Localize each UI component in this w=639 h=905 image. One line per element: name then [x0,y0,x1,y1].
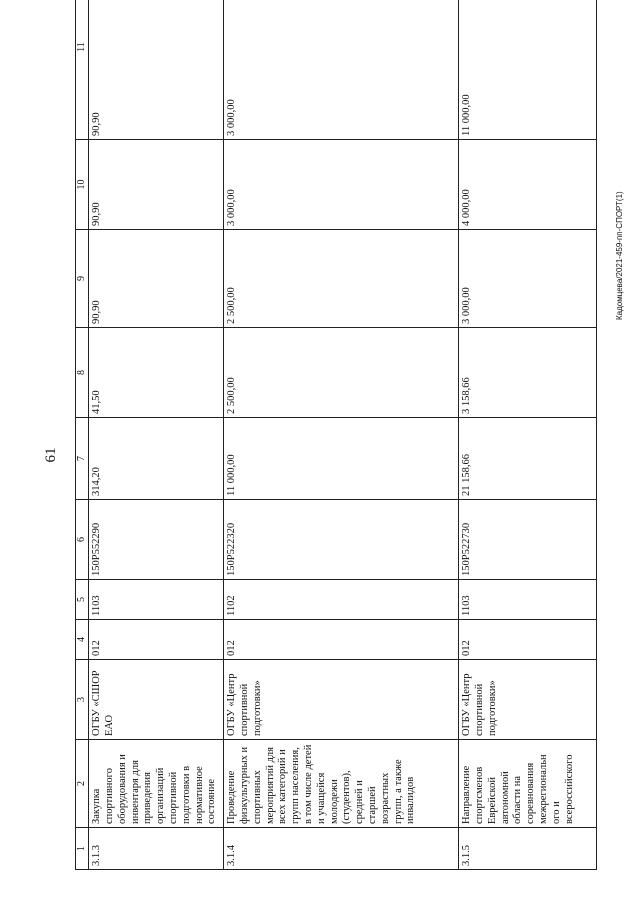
cell-col9: 90,90 [89,230,224,328]
cell-total: 21 158,66 [459,418,597,500]
header-col-3: 3 [76,660,89,740]
budget-table [75,0,597,870]
cell-col8: 2 500,00 [224,328,459,418]
header-col-11: 11 [76,0,89,140]
cell-code: 150P522320 [224,500,459,580]
header-col-7: 7 [76,418,89,500]
header-col-8: 8 [76,328,89,418]
cell-col4: 012 [224,620,459,660]
cell-executor: ОГБУ «Центр спортивной подготовки» [459,660,597,740]
cell-number: 3.1.4 [224,828,459,870]
cell-col5: 1103 [89,580,224,620]
cell-description: Закупка спортивного оборудования и инвентаря для приведения организаций спортивной подготовки в нормативное состояние [89,740,224,828]
table-row [89,0,224,870]
header-col-1: 1 [76,828,89,870]
cell-executor: ОГБУ «СШОР ЕАО [89,660,224,740]
cell-code: 150P552290 [89,500,224,580]
table-row [224,0,459,870]
cell-total: 314,20 [89,418,224,500]
document-id: Кадомцева/2021-459-пп-СПОРТ(1) [615,191,624,320]
cell-col5: 1103 [459,580,597,620]
cell-executor: ОГБУ «Центр спортивной подготовки» [224,660,459,740]
header-col-2: 2 [76,740,89,828]
cell-col9: 2 500,00 [224,230,459,328]
cell-col11: 90,90 [89,0,224,140]
cell-col10: 4 000,00 [459,140,597,230]
cell-col8: 3 158,66 [459,328,597,418]
header-col-10: 10 [76,140,89,230]
cell-number: 3.1.3 [89,828,224,870]
cell-col11: 11 000,00 [459,0,597,140]
cell-col9: 3 000,00 [459,230,597,328]
rotated-table-wrapper [75,35,595,870]
cell-col5: 1102 [224,580,459,620]
cell-description: Проведение физкультурных и спортивных мероприятий для всех категорий и групп населения, в том числе детей и учащейся молодежи (студентов), средней и старшей возрастных групп, а также инвалидов [224,740,459,828]
cell-col8: 41,50 [89,328,224,418]
header-col-9: 9 [76,230,89,328]
cell-code: 150P522730 [459,500,597,580]
cell-col4: 012 [459,620,597,660]
cell-description: Направление спортсменов Еврейской автономной области на соревнования межрегиональн ого и всероссийского [459,740,597,828]
header-col-6: 6 [76,500,89,580]
header-col-5: 5 [76,580,89,620]
cell-col11: 3 000,00 [224,0,459,140]
cell-number: 3.1.5 [459,828,597,870]
cell-col4: 012 [89,620,224,660]
header-row [76,0,89,870]
page-number: 61 [43,447,59,463]
table-row [459,0,597,870]
header-col-4: 4 [76,620,89,660]
cell-col10: 3 000,00 [224,140,459,230]
cell-col10: 90,90 [89,140,224,230]
cell-total: 11 000,00 [224,418,459,500]
